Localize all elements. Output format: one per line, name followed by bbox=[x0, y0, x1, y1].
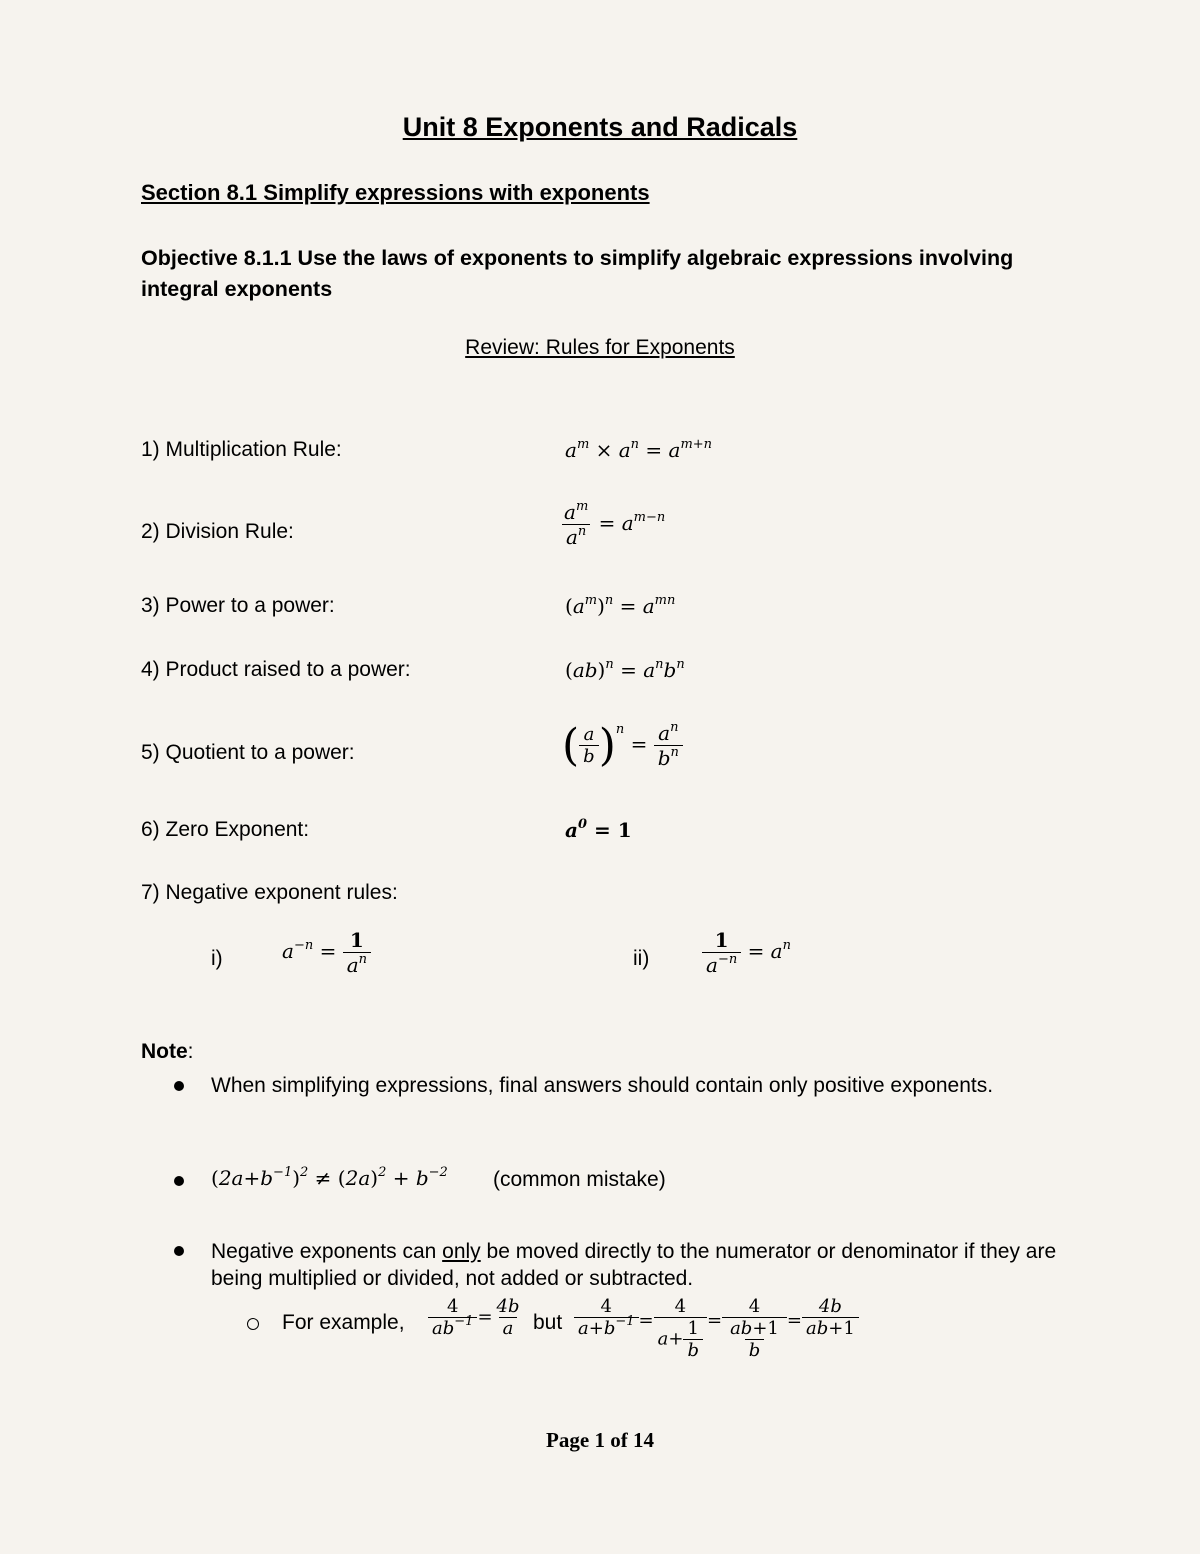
rule-3-label: 3) Power to a power: bbox=[141, 594, 335, 617]
rule-3-formula: $(a^m)^n = a^{mn}$ bbox=[565, 593, 676, 618]
rule-7ii-label: ii) bbox=[633, 947, 650, 970]
rule-5-formula: ( $\frac{a}{b}$ )$^n$ = $\frac{a^n}{b^n}$ bbox=[562, 720, 683, 771]
bullet-icon bbox=[174, 1246, 184, 1256]
rule-7ii-formula: $\frac{1}{a^{-n}}$ = $a^n$ bbox=[702, 928, 791, 977]
example-but: but bbox=[533, 1311, 563, 1334]
rule-7i-formula: $a^{-n}$ = $\frac{1}{a^n}$ bbox=[282, 928, 371, 977]
rule-5-label: 5) Quotient to a power: bbox=[141, 741, 355, 764]
rule-1-formula: $a^m \times a^n = a^{m+n}$ bbox=[565, 437, 713, 462]
bullet-icon bbox=[174, 1081, 184, 1091]
rule-6-formula: $a^0 = 1$ bbox=[565, 817, 632, 842]
note-heading: Note: bbox=[141, 1040, 194, 1063]
bullet-icon bbox=[174, 1176, 184, 1186]
rule-2-label: 2) Division Rule: bbox=[141, 520, 294, 543]
note-item-2: (common mistake) bbox=[493, 1168, 666, 1191]
objective-heading: Objective 8.1.1 Use the laws of exponents to simplify algebraic expressions involving integral exponents bbox=[141, 246, 1014, 301]
example-formula-1: $\frac{4}{ab^{-1}}$ = $\frac{4b}{a}$ bbox=[428, 1296, 524, 1339]
example-prefix: For example, bbox=[282, 1311, 405, 1334]
common-mistake-formula: $(2a+b^{-1})^2 \ne (2a)^2 + b^{-2}$ bbox=[211, 1165, 448, 1190]
rule-6-label: 6) Zero Exponent: bbox=[141, 818, 310, 841]
rule-4-formula: $(ab)^n = a^nb^n$ bbox=[565, 657, 685, 682]
rule-7-label: 7) Negative exponent rules: bbox=[141, 881, 398, 904]
page-footer: Page 1 of 14 bbox=[546, 1428, 654, 1452]
example-formula-2: $\frac{4}{a+b^{-1}}$ = 4 a+ $\frac{1}{b}$ = $\frac{4}{\frac{ab+1}{b}}$ = $\frac{4b}{ab+1}$ bbox=[574, 1296, 859, 1361]
sub-bullet-icon bbox=[247, 1318, 259, 1330]
review-heading: Review: Rules for Exponents bbox=[465, 336, 735, 359]
note-item-3: Negative exponents can only be moved directly to the numerator or denominator if they are being multiplied or divided, not added or subtracted. bbox=[211, 1240, 1057, 1290]
rule-4-label: 4) Product raised to a power: bbox=[141, 658, 411, 681]
page-title: Unit 8 Exponents and Radicals bbox=[402, 112, 798, 142]
rule-2-formula: $\frac{a^m}{a^n}$ = $a^{m-n}$ bbox=[560, 500, 665, 549]
note-item-1: When simplifying expressions, final answers should contain only positive exponents. bbox=[211, 1074, 994, 1097]
rule-7i-label: i) bbox=[211, 947, 223, 970]
section-heading: Section 8.1 Simplify expressions with exponents bbox=[141, 180, 650, 205]
rule-1-label: 1) Multiplication Rule: bbox=[141, 438, 342, 461]
